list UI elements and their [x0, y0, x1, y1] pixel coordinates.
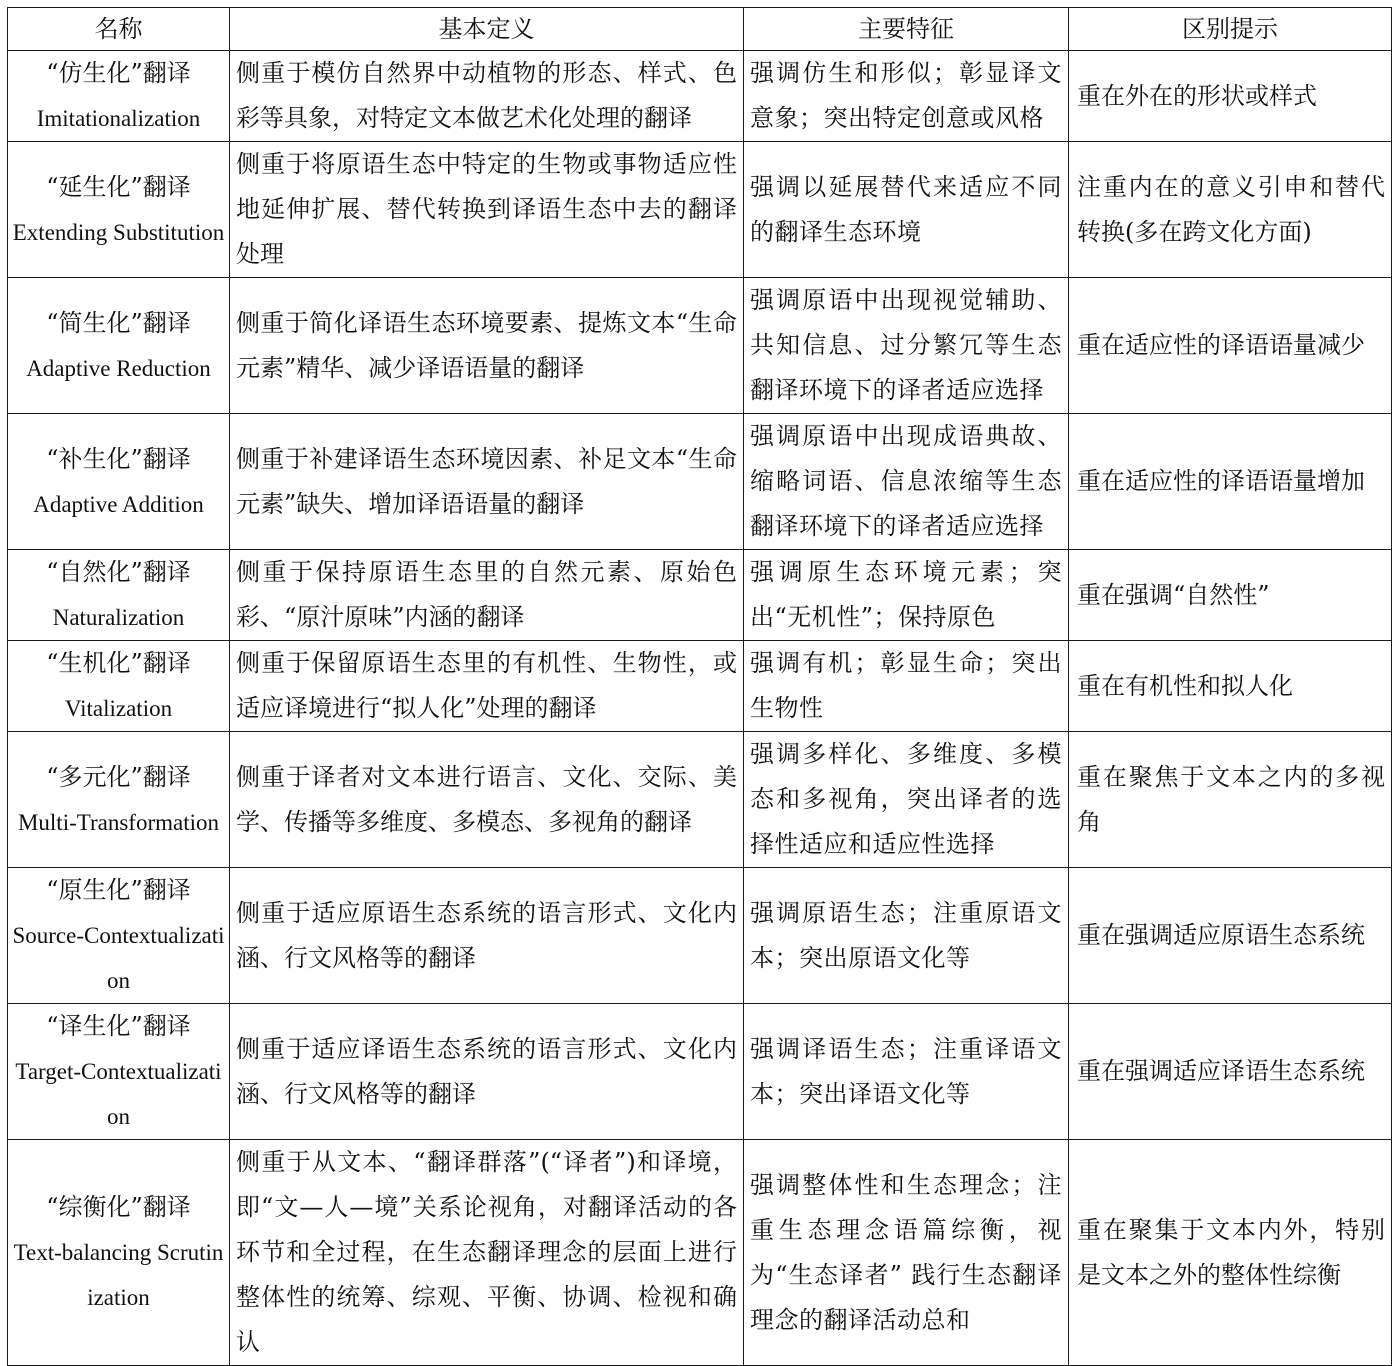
name-english: Adaptive Addition [33, 491, 204, 517]
name-cell [8, 414, 230, 550]
distinction-cell: 重在适应性的译语语量增加 [1069, 414, 1392, 550]
definition-cell: 侧重于模仿自然界中动植物的形态、样式、色彩等具象，对特定文本做艺术化处理的翻译 [230, 51, 744, 142]
distinction-cell: 重在强调适应原语生态系统 [1069, 868, 1392, 1004]
features-cell: 强调多样化、多维度、多模态和多视角，突出译者的选择性适应和适应性选择 [744, 732, 1069, 868]
table-row [8, 868, 1392, 1004]
distinction-cell: 重在有机性和拟人化 [1069, 641, 1392, 732]
features-cell: 强调原语中出现成语典故、缩略词语、信息浓缩等生态翻译环境下的译者适应选择 [744, 414, 1069, 550]
header-features: 主要特征 [744, 8, 1069, 51]
name-english: Naturalization [52, 605, 185, 630]
features-cell: 强调仿生和形似；彰显译文意象；突出特定创意或风格 [744, 51, 1069, 142]
name-cell [8, 868, 230, 1004]
table-row [8, 1004, 1392, 1140]
definition-cell: 侧重于译者对文本进行语言、文化、交际、美学、传播等多维度、多模态、多视角的翻译 [230, 732, 744, 868]
table-row [8, 641, 1392, 732]
name-chinese: “仿生化”翻译 [46, 59, 191, 87]
distinction-cell: 重在强调“自然性” [1069, 550, 1392, 641]
name-english: Imitationalization [36, 106, 201, 131]
table-row [8, 414, 1392, 550]
name-english: Source-Contextualization [12, 923, 225, 993]
distinction-cell: 重在强调适应译语生态系统 [1069, 1004, 1392, 1140]
name-cell [8, 278, 230, 414]
name-chinese: “延生化”翻译 [46, 172, 191, 201]
name-chinese: “生机化”翻译 [46, 649, 191, 677]
distinction-cell: 重在聚焦于文本之内的多视角 [1069, 732, 1392, 868]
header-distinction: 区别提示 [1069, 8, 1392, 51]
features-cell: 强调有机；彰显生命；突出生物性 [744, 641, 1069, 732]
name-cell [8, 550, 230, 641]
distinction-cell: 注重内在的意义引申和替代 转换(多在跨文化方面) [1069, 142, 1392, 278]
features-cell: 强调原生态环境元素；突出“无机性”；保持原色 [744, 550, 1069, 641]
name-english: Text-balancing Scrutinization [13, 1240, 224, 1310]
table-row [8, 732, 1392, 868]
distinction-cell: 重在聚集于文本内外，特别是文本之外的整体性综衡 [1069, 1140, 1392, 1366]
name-chinese: “补生化”翻译 [46, 444, 191, 473]
table-row [8, 550, 1392, 641]
name-chinese: “原生化”翻译 [46, 876, 191, 904]
name-cell [8, 1004, 230, 1140]
name-cell [8, 142, 230, 278]
features-cell: 强调整体性和生态理念；注重生态理念语篇综衡，视为“生态译者” 践行生态翻译理念的翻译活动总和 [744, 1140, 1069, 1366]
definition-cell: 侧重于补建译语生态环境因素、补足文本“生命元素”缺失、增加译语语量的翻译 [230, 414, 744, 550]
translation-types-table [7, 7, 1392, 1366]
definition-cell: 侧重于从文本、“翻译群落”(“译者”)和译境，即“文—人—境”关系论视角，对翻译活动的各环节和全过程，在生态翻译理念的层面上进行整体性的统筹、综观、平衡、协调、检视和确认 [230, 1140, 744, 1366]
name-english: Multi-Transformation [17, 809, 220, 835]
name-english: Vitalization [64, 696, 173, 721]
header-name: 名称 [8, 8, 230, 51]
name-cell [8, 1140, 230, 1366]
name-english: Adaptive Reduction [26, 355, 211, 381]
features-cell: 强调译语生态；注重译语文本；突出译语文化等 [744, 1004, 1069, 1140]
name-english: Extending Substitution [12, 219, 225, 245]
name-english: Target-Contextualization [15, 1059, 222, 1129]
name-cell [8, 641, 230, 732]
table-row [8, 1140, 1392, 1366]
distinction-cell: 重在外在的形状或样式 [1069, 51, 1392, 142]
definition-cell: 侧重于保留原语生态里的有机性、生物性，或适应译境进行“拟人化”处理的翻译 [230, 641, 744, 732]
definition-cell: 侧重于适应原语生态系统的语言形式、文化内涵、行文风格等的翻译 [230, 868, 744, 1004]
table-row [8, 142, 1392, 278]
name-cell [8, 732, 230, 868]
name-chinese: “自然化”翻译 [46, 558, 191, 586]
definition-cell: 侧重于适应译语生态系统的语言形式、文化内涵、行文风格等的翻译 [230, 1004, 744, 1140]
definition-cell: 侧重于保持原语生态里的自然元素、原始色彩、“原汁原味”内涵的翻译 [230, 550, 744, 641]
features-cell: 强调原语生态；注重原语文本；突出原语文化等 [744, 868, 1069, 1004]
name-chinese: “简生化”翻译 [46, 308, 191, 337]
name-chinese: “多元化”翻译 [46, 762, 191, 791]
header-definition: 基本定义 [230, 8, 744, 51]
name-chinese: “译生化”翻译 [46, 1012, 191, 1040]
name-chinese: “综衡化”翻译 [46, 1193, 191, 1221]
table-header-row [8, 8, 1392, 51]
name-cell [8, 51, 230, 142]
features-cell: 强调以延展替代来适应不同的翻译生态环境 [744, 142, 1069, 278]
definition-cell: 侧重于将原语生态中特定的生物或事物适应性地延伸扩展、替代转换到译语生态中去的翻译处理 [230, 142, 744, 278]
definition-cell: 侧重于简化译语生态环境要素、提炼文本“生命元素”精华、减少译语语量的翻译 [230, 278, 744, 414]
distinction-cell: 重在适应性的译语语量减少 [1069, 278, 1392, 414]
table-row [8, 278, 1392, 414]
features-cell: 强调原语中出现视觉辅助、共知信息、过分繁冗等生态翻译环境下的译者适应选择 [744, 278, 1069, 414]
table-row [8, 51, 1392, 142]
